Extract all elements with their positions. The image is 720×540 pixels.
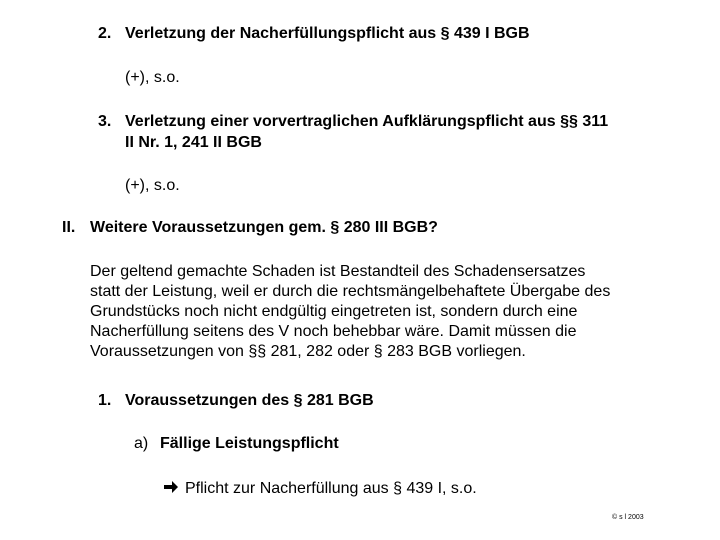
paragraph-line: Nacherfüllung seitens des V noch behebbar wäre. Damit müssen die — [90, 323, 577, 340]
item-3-note: (+), s.o. — [125, 177, 180, 194]
conclusion-text: Pflicht zur Nacherfüllung aus § 439 I, s.o. — [185, 480, 477, 497]
section-ii-heading-text: Weitere Voraussetzungen gem. § 280 III BGB? — [90, 219, 438, 236]
section-ii-paragraph — [90, 262, 690, 362]
sub-a-heading-text: Fällige Leistungspflicht — [160, 435, 339, 452]
paragraph-line: Grundstücks noch nicht endgültig eingetreten ist, sondern durch eine — [90, 303, 578, 320]
item-3-number: 3. — [98, 113, 112, 130]
sub-1-heading-text: Voraussetzungen des § 281 BGB — [125, 392, 374, 409]
item-2-note: (+), s.o. — [125, 69, 180, 86]
item-2-number: 2. — [98, 25, 112, 42]
sub-1-heading — [98, 391, 374, 411]
paragraph-line: Voraussetzungen von §§ 281, 282 oder § 283 BGB vorliegen. — [90, 343, 526, 360]
sub-a-number: a) — [134, 435, 149, 452]
section-ii-heading — [62, 218, 438, 238]
item-2-heading-text: Verletzung der Nacherfüllungspflicht aus § 439 I BGB — [125, 25, 530, 42]
item-3-heading-line2: II Nr. 1, 241 II BGB — [125, 134, 262, 151]
sub-a-heading — [134, 434, 339, 454]
paragraph-line: Der geltend gemachte Schaden ist Bestandteil des Schadensersatzes — [90, 263, 586, 280]
arrow-right-icon — [163, 479, 185, 499]
paragraph-line: statt der Leistung, weil er durch die rechtsmängelbehaftete Übergabe des — [90, 283, 611, 300]
item-2-heading — [98, 24, 530, 44]
copyright-footer: © s l 2003 — [612, 514, 644, 521]
sub-1-number: 1. — [98, 392, 112, 409]
sub-a-conclusion — [163, 479, 477, 499]
section-ii-number: II. — [62, 219, 76, 236]
item-3-heading — [98, 112, 608, 132]
item-3-heading-line1: Verletzung einer vorvertraglichen Aufklärungspflicht aus §§ 311 — [125, 113, 609, 130]
